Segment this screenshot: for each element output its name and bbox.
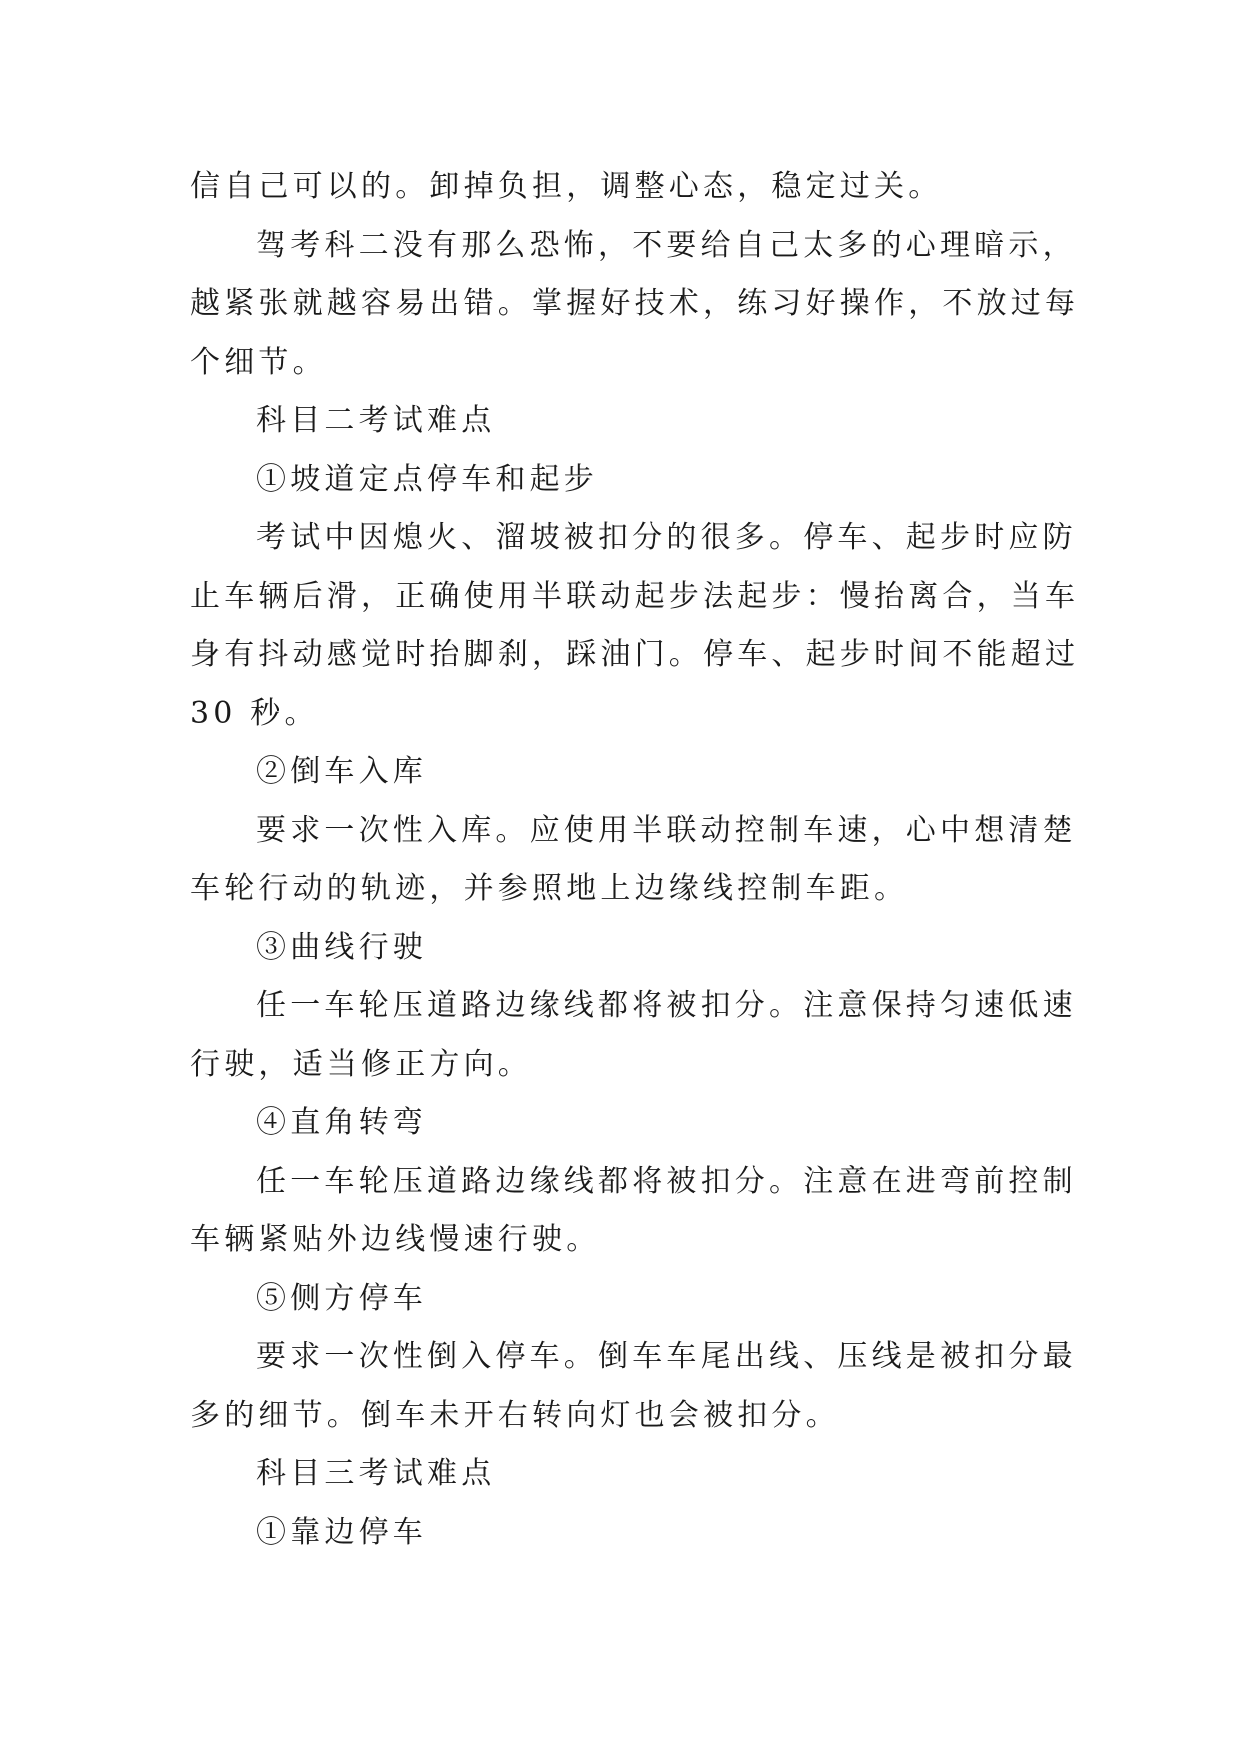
text-line: 车轮行动的轨迹，并参照地上边缘线控制车距。 [190, 871, 909, 906]
text-line: 个细节。 [190, 344, 327, 380]
section-heading: 科目二考试难点 [256, 403, 496, 438]
item-heading: ②倒车入库 [256, 754, 427, 789]
text-line: 行驶，适当修正方向。 [190, 1046, 532, 1082]
item-heading: ①坡道定点停车和起步 [256, 461, 598, 497]
document-body [190, 158, 1080, 1562]
item-heading: ③曲线行驶 [256, 929, 427, 965]
text-line: 30 秒。 [190, 695, 319, 731]
paragraph-first-line: 要求一次性倒入停车。倒车车尾出线、压线是被扣分最 [256, 1339, 1077, 1374]
text-line: 多的细节。倒车未开右转向灯也会被扣分。 [190, 1397, 840, 1433]
paragraph-first-line: 要求一次性入库。应使用半联动控制车速，心中想清楚 [256, 812, 1077, 848]
text-line: 车辆紧贴外边线慢速行驶。 [190, 1222, 601, 1257]
item-heading: ①靠边停车 [256, 1514, 427, 1550]
paragraph-first-line: 任一车轮压道路边缘线都将被扣分。注意在进弯前控制 [256, 1163, 1077, 1199]
text-line: 越紧张就越容易出错。掌握好技术，练习好操作，不放过每 [190, 286, 1080, 321]
text-line: 身有抖动感觉时抬脚刹，踩油门。停车、起步时间不能超过 [190, 637, 1080, 672]
paragraph-first-line: 任一车轮压道路边缘线都将被扣分。注意保持匀速低速 [256, 988, 1077, 1023]
paragraph-first-line: 考试中因熄火、溜坡被扣分的很多。停车、起步时应防 [256, 520, 1077, 555]
text-line: 信自己可以的。卸掉负担，调整心态，稳定过关。 [190, 169, 943, 204]
item-heading: ④直角转弯 [256, 1105, 427, 1140]
text-line: 止车辆后滑，正确使用半联动起步法起步：慢抬离合，当车 [190, 578, 1080, 614]
paragraph-first-line: 驾考科二没有那么恐怖，不要给自己太多的心理暗示， [256, 227, 1077, 263]
item-heading: ⑤侧方停车 [256, 1280, 427, 1316]
section-heading: 科目三考试难点 [256, 1456, 496, 1491]
